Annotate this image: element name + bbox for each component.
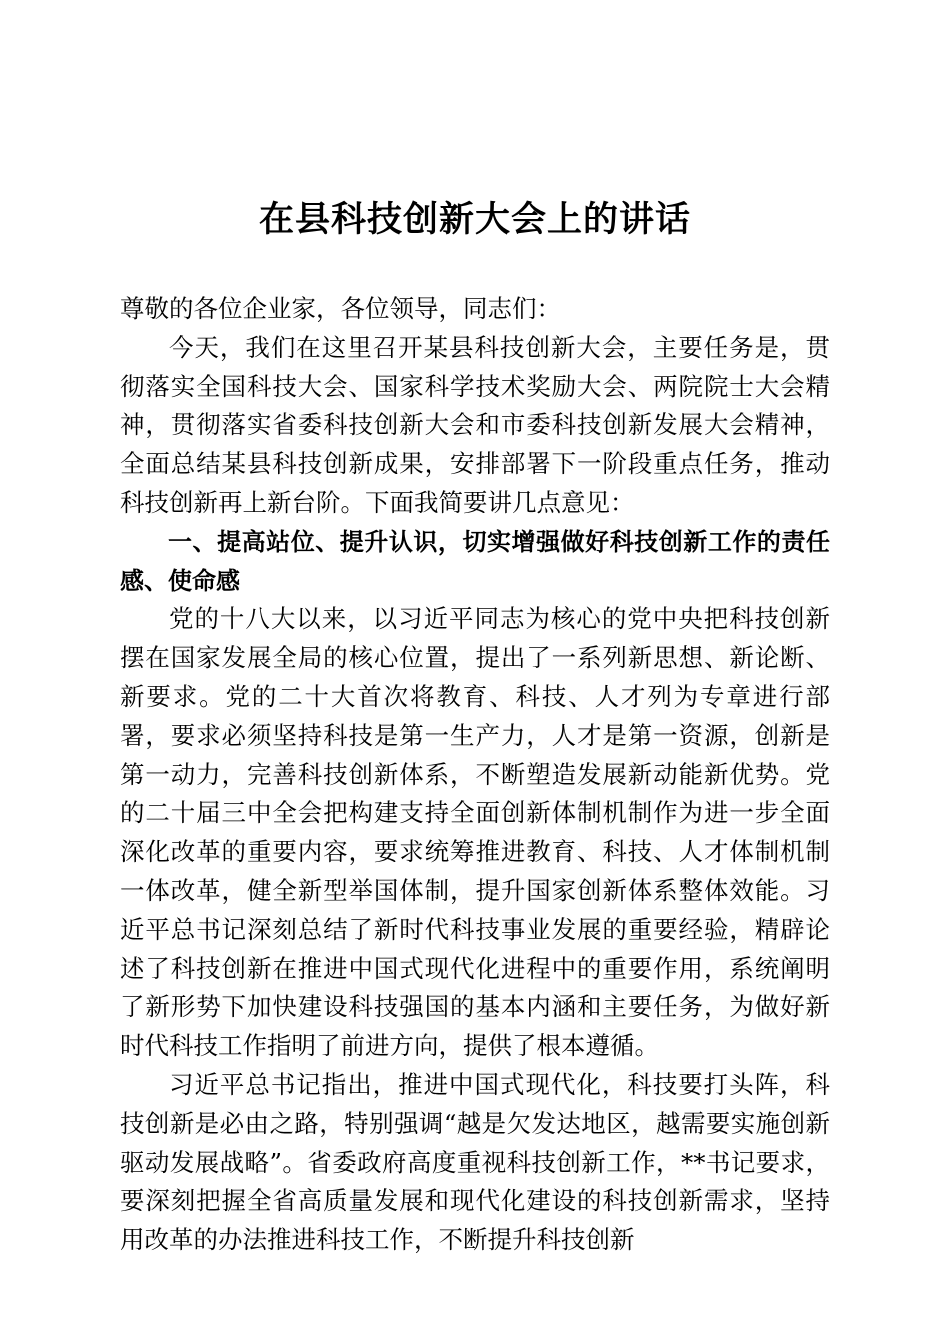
paragraph-body-2: 习近平总书记指出，推进中国式现代化，科技要打头阵，科技创新是必由之路，特别强调“越是欠发达地区，越需要实施创新驱动发展战略”。省委政府高度重视科技创新工作，**书记要求，要深刻把握全省高质量发展和现代化建设的科技创新需求，坚持用改革的办法推进科技工作，不断提升科技创新 [120,1069,830,1255]
salutation: 尊敬的各位企业家，各位领导，同志们： [120,294,561,323]
section-heading-1: 一、提高站位、提升认识，切实增强做好科技创新工作的责任感、使命感 [120,527,830,595]
document-title: 在县科技创新大会上的讲话 [258,199,691,240]
paragraph-body-1: 党的十八大以来，以习近平同志为核心的党中央把科技创新摆在国家发展全局的核心位置，提出了一系列新思想、新论断、新要求。党的二十大首次将教育、科技、人才列为专章进行部署，要求必须坚持科技是第一生产力，人才是第一资源，创新是第一动力，完善科技创新体系，不断塑造发展新动能新优势。党的二十届三中全会把构建支持全面创新体制机制作为进一步全面深化改革的重要内容，要求统筹推进教育、科技、人才体制机制一体改革，健全新型举国体制，提升国家创新体系整体效能。习近平总书记深刻总结了新时代科技事业发展的重要经验，精辟论述了科技创新在推进中国式现代化进程中的重要作用，系统阐明了新形势下加快建设科技强国的基本内涵和主要任务，为做好新时代科技工作指明了前进方向，提供了根本遵循。 [120,604,830,1061]
paragraph-intro: 今天，我们在这里召开某县科技创新大会，主要任务是，贯彻落实全国科技大会、国家科学技术奖励大会、两院院士大会精神，贯彻落实省委科技创新大会和市委科技创新发展大会精神，全面总结某县科技创新成果，安排部署下一阶段重点任务，推动科技创新再上新台阶。下面我简要讲几点意见： [120,332,830,517]
document-body [120,290,830,1260]
